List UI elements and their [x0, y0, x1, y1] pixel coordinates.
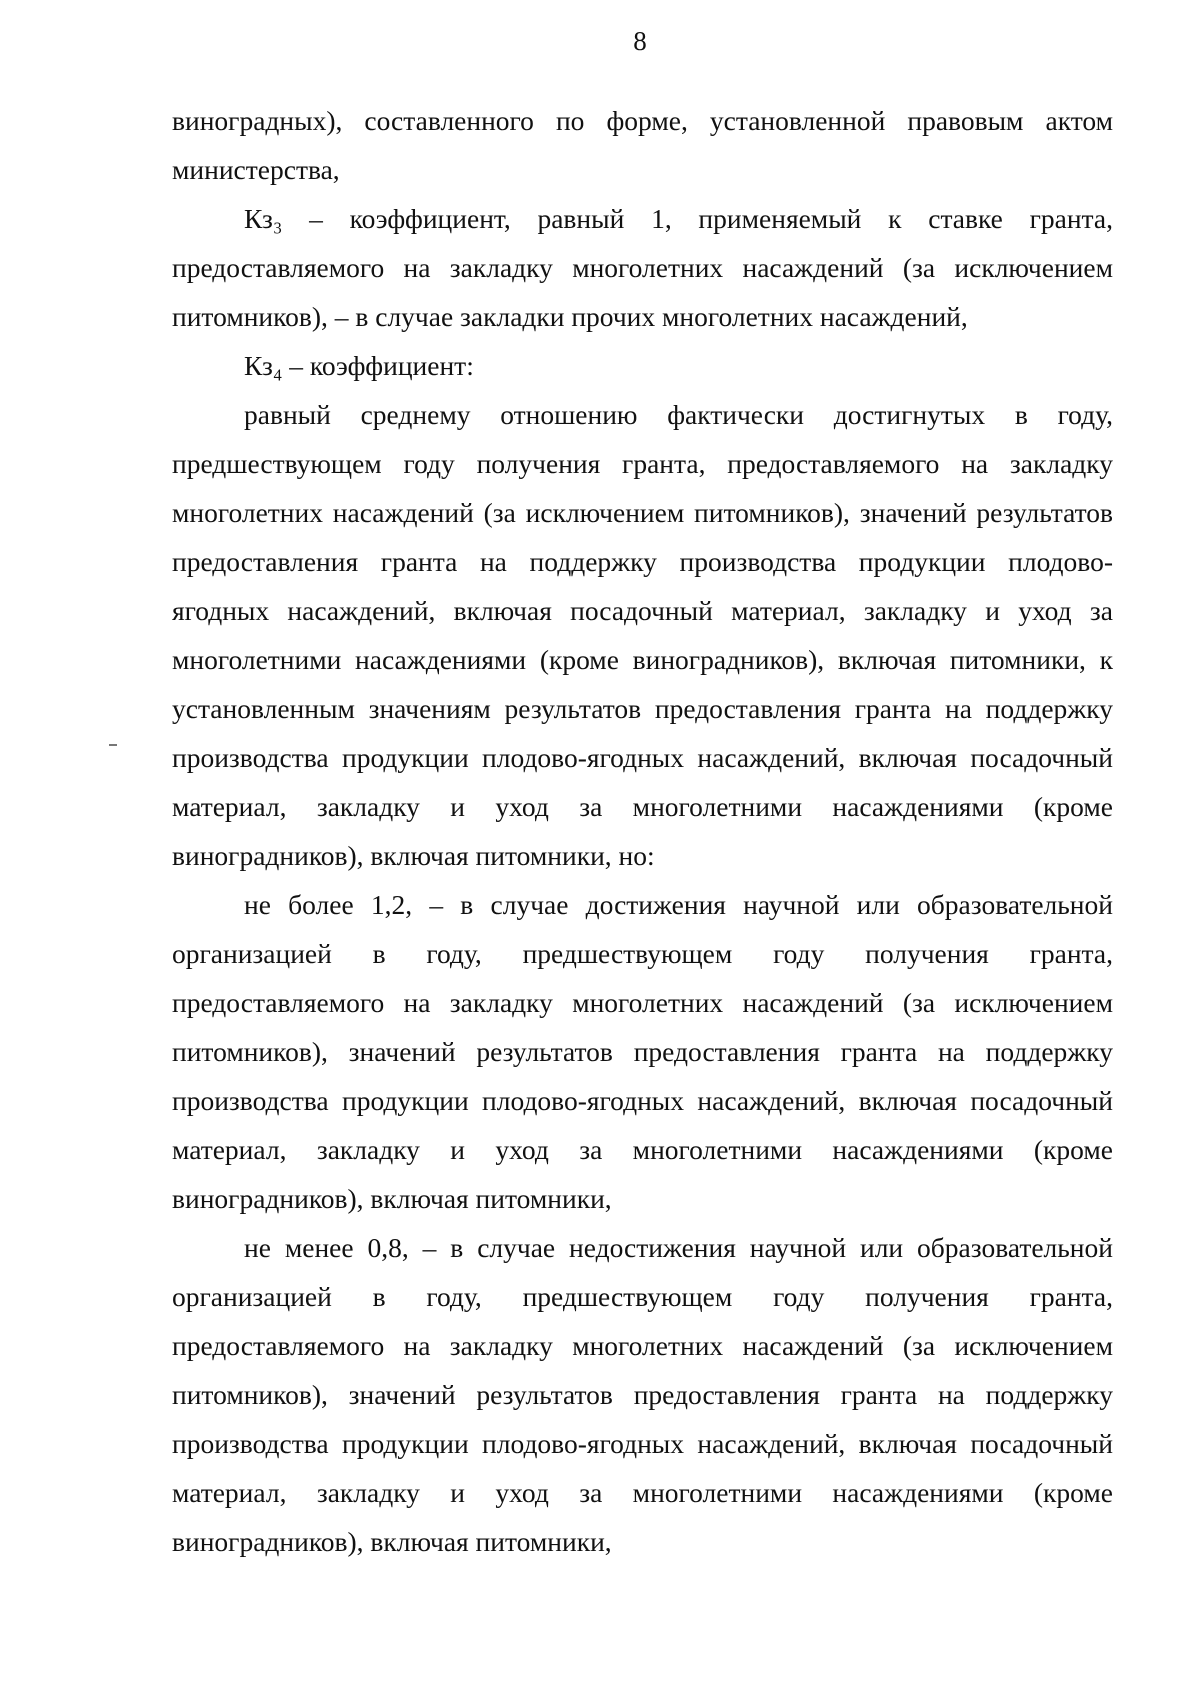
paragraph-kz4-max-limit: не более 1,2, – в случае достижения научной или образовательной организацией в году, предшествующем году получения гранта, предоставляемого на закладку многолетних насаждений (за исключением питомников), значений результатов предоставления гранта на поддержку производства продукции плодово-ягодных насаждений, включая посадочный материал, закладку и уход за многолетними насаждениями (кроме виноградников), включая питомники,: [172, 889, 1113, 1214]
page-number: 8: [633, 26, 647, 56]
document-body: [172, 96, 1113, 1566]
paragraph-kz4-heading: Кз₄ – коэффициент:: [244, 350, 474, 381]
scan-artifact-mark: [109, 744, 117, 746]
paragraph-kz4-average-ratio: равный среднему отношению фактически достигнутых в году, предшествующем году получения гранта, предоставляемого на закладку многолетних насаждений (за исключением питомников), значений результатов предоставления гранта на поддержку производства продукции плодово-ягодных насаждений, включая посадочный материал, закладку и уход за многолетними насаждениями (кроме виноградников), включая питомники, к установленным значениям результатов предоставления гранта на поддержку производства продукции плодово-ягодных насаждений, включая посадочный материал, закладку и уход за многолетними насаждениями (кроме виноградников), включая питомники, но:: [172, 399, 1113, 871]
paragraph-kz4-min-limit: не менее 0,8, – в случае недостижения научной или образовательной организацией в году, предшествующем году получения гранта, предоставляемого на закладку многолетних насаждений (за исключением питомников), значений результатов предоставления гранта на поддержку производства продукции плодово-ягодных насаждений, включая посадочный материал, закладку и уход за многолетними насаждениями (кроме виноградников), включая питомники,: [172, 1232, 1113, 1557]
paragraph-kz3-definition: Кз₃ – коэффициент, равный 1, применяемый к ставке гранта, предоставляемого на закладку многолетних насаждений (за исключением питомников), – в случае закладки прочих многолетних насаждений,: [172, 203, 1113, 332]
paragraph-continuation: виноградных), составленного по форме, установленной правовым актом министерства,: [172, 105, 1113, 185]
